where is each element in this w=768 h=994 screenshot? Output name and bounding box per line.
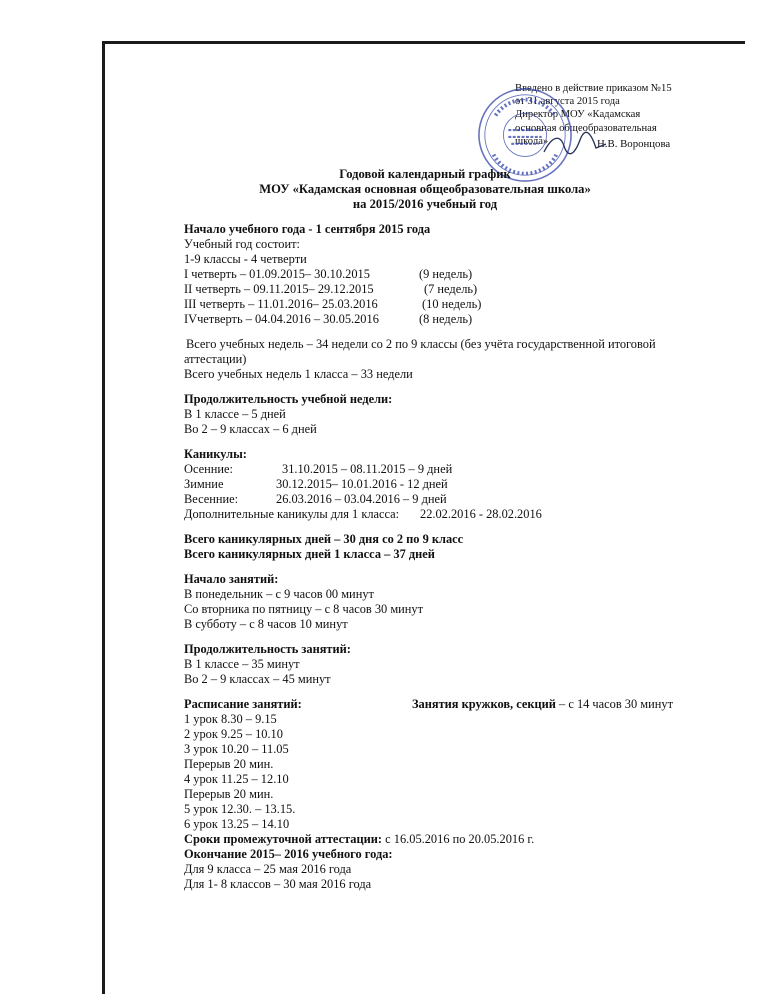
page-border-top xyxy=(103,41,745,44)
week-length-line: В 1 классе – 5 дней xyxy=(184,407,286,421)
week-length-line: Во 2 – 9 классах – 6 дней xyxy=(184,422,317,436)
lesson-length-line: Во 2 – 9 классах – 45 минут xyxy=(184,672,331,686)
classes-quarters: 1-9 классы - 4 четверти xyxy=(184,252,307,266)
lesson-start-line: В понедельник – с 9 часов 00 минут xyxy=(184,587,374,601)
year-end-line: Для 9 класса – 25 мая 2016 года xyxy=(184,862,352,876)
assessment-line xyxy=(184,832,534,847)
approval-line: Директор МОУ «Кадамская xyxy=(515,109,641,121)
quarter-label: III четверть – 11.01.2016– 25.03.2016 xyxy=(184,297,378,311)
schedule-row: Перерыв 20 мин. xyxy=(184,787,274,801)
extra-holiday-label: Дополнительные каникулы для 1 класса: xyxy=(184,507,400,521)
holiday-label: Зимние xyxy=(184,477,224,491)
clubs-line xyxy=(412,697,673,712)
approval-line: Введено в действие приказом №15 xyxy=(515,83,672,94)
holiday-value: 26.03.2016 – 03.04.2016 – 9 дней xyxy=(276,492,447,506)
holiday-value: 31.10.2015 – 08.11.2015 – 9 дней xyxy=(282,462,453,476)
assessment-label: Сроки промежуточной аттестации: xyxy=(184,832,383,846)
schedule-row: 1 урок 8.30 – 9.15 xyxy=(184,712,277,726)
weeks-first-class: Всего учебных недель 1 класса – 33 недели xyxy=(184,367,413,381)
quarter-weeks: (10 недель) xyxy=(422,297,482,311)
holiday-label: Весенние: xyxy=(184,492,239,506)
assessment-dates: с 16.05.2016 по 20.05.2016 г. xyxy=(382,832,535,846)
lesson-start-line: В субботу – с 8 часов 10 минут xyxy=(184,617,348,631)
lesson-start-line: Со вторника по пятницу – с 8 часов 30 минут xyxy=(184,602,424,616)
quarter-label: II четверть – 09.11.2015– 29.12.2015 xyxy=(184,282,374,296)
schedule-heading: Расписание занятий: xyxy=(184,697,302,711)
schedule-row: 6 урок 13.25 – 14.10 xyxy=(184,817,290,831)
quarter-label: IVчетверть – 04.04.2016 – 30.05.2016 xyxy=(184,312,379,326)
lesson-start-heading: Начало занятий: xyxy=(184,572,279,586)
holiday-days-line: Всего каникулярных дней – 30 дня со 2 по 9 класс xyxy=(184,532,464,546)
lesson-length-heading: Продолжительность занятий: xyxy=(184,642,351,656)
holidays-heading: Каникулы: xyxy=(184,447,247,461)
approval-line: от 31 августа 2015 года xyxy=(515,96,620,108)
weeks-total-line: Всего учебных недель – 34 недели со 2 по 9 классы (без учёта государственной итоговой xyxy=(186,337,656,351)
signatory-name: Н.В. Воронцова xyxy=(597,138,671,150)
clubs-label: Занятия кружков, секций xyxy=(412,697,556,711)
week-length-heading: Продолжительность учебной недели: xyxy=(184,392,393,406)
clubs-time: – с 14 часов 30 минут xyxy=(555,697,674,711)
extra-holiday-value: 22.02.2016 - 28.02.2016 xyxy=(420,507,542,521)
year-start-heading: Начало учебного года - 1 сентября 2015 года xyxy=(184,222,431,236)
holiday-days-line: Всего каникулярных дней 1 класса – 37 дней xyxy=(184,547,435,561)
weeks-total-line: аттестации) xyxy=(184,352,247,366)
title-line-3: на 2015/2016 учебный год xyxy=(352,197,498,211)
year-end-line: Для 1- 8 классов – 30 мая 2016 года xyxy=(184,877,372,891)
quarter-weeks: (7 недель) xyxy=(424,282,478,296)
schedule-row: 2 урок 9.25 – 10.10 xyxy=(184,727,283,741)
holiday-value: 30.12.2015– 10.01.2016 - 12 дней xyxy=(276,477,448,491)
schedule-row: 5 урок 12.30. – 13.15. xyxy=(184,802,296,816)
schedule-row: 4 урок 11.25 – 12.10 xyxy=(184,772,289,786)
approval-line: школа» xyxy=(515,135,549,147)
approval-line: основная общеобразовательная xyxy=(515,122,657,134)
quarter-weeks: (8 недель) xyxy=(419,312,473,326)
schedule-row: 3 урок 10.20 – 11.05 xyxy=(184,742,289,756)
year-consists: Учебный год состоит: xyxy=(184,237,300,251)
quarter-weeks: (9 недель) xyxy=(419,267,473,281)
holiday-label: Осенние: xyxy=(184,462,233,476)
title-line-1: Годовой календарный график xyxy=(339,167,511,181)
signature xyxy=(540,130,610,160)
quarter-label: I четверть – 01.09.2015– 30.10.2015 xyxy=(184,267,370,281)
schedule-row: Перерыв 20 мин. xyxy=(184,757,274,771)
title-line-2: МОУ «Кадамская основная общеобразовательная школа» xyxy=(259,182,591,196)
lesson-length-line: В 1 классе – 35 минут xyxy=(184,657,300,671)
year-end-heading: Окончание 2015– 2016 учебного года: xyxy=(184,847,393,861)
